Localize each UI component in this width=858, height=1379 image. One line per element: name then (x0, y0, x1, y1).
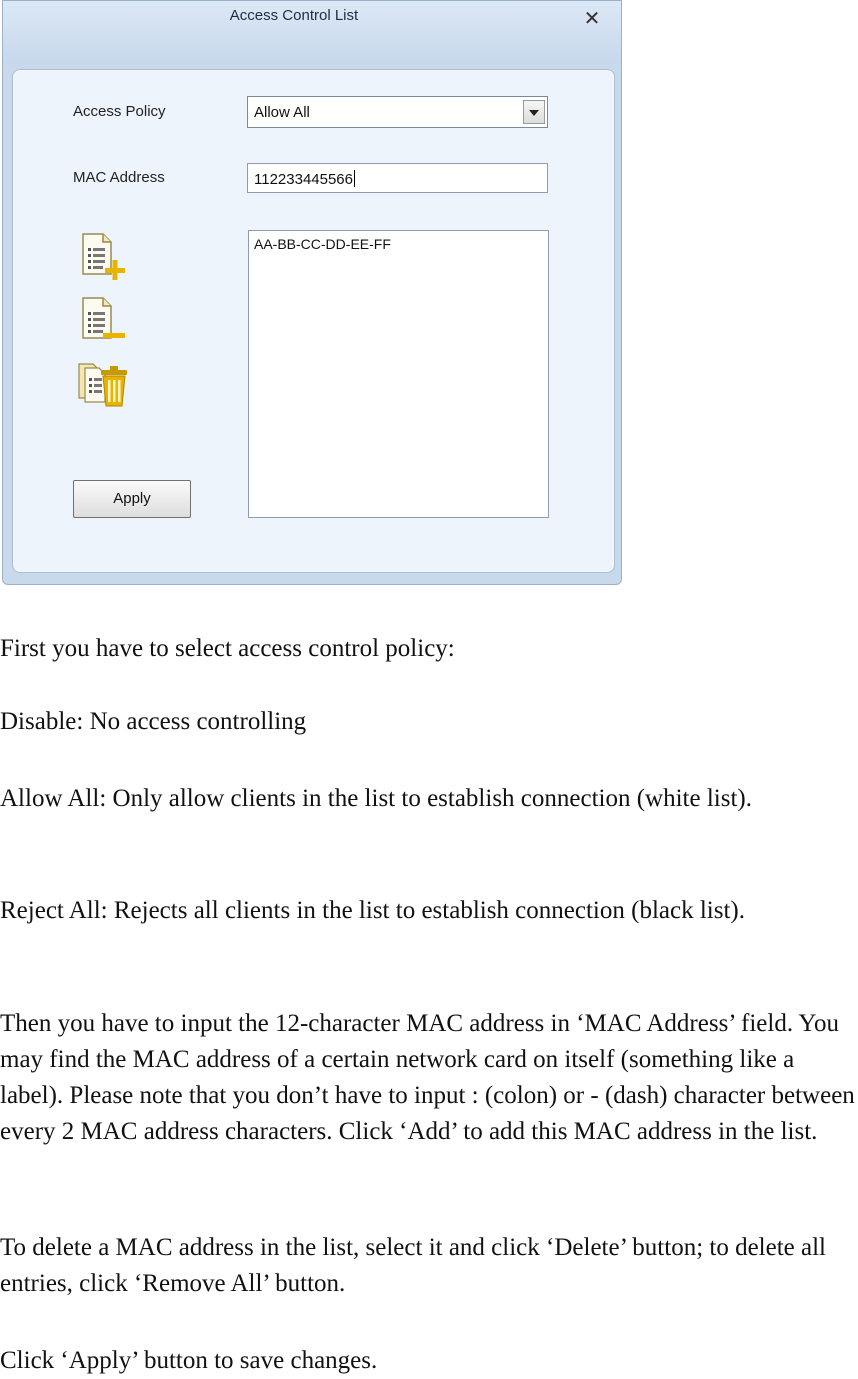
list-item[interactable]: AA-BB-CC-DD-EE-FF (254, 236, 391, 252)
doc-paragraph-2: Disable: No access controlling (0, 708, 307, 735)
doc-paragraph-7: Click ‘Apply’ button to save changes. (0, 1347, 378, 1374)
doc-paragraph-6: To delete a MAC address in the list, select it and click ‘Delete’ button; to delete all entries, click ‘Remove All’ button. (0, 1234, 827, 1297)
close-button[interactable]: ✕ (583, 6, 601, 30)
apply-button[interactable]: Apply (73, 480, 191, 518)
mac-address-value: 112233445566 (254, 171, 353, 188)
delete-entry-icon[interactable] (77, 294, 127, 344)
access-policy-value: Allow All (254, 104, 310, 121)
mac-address-list[interactable] (248, 230, 549, 518)
doc-paragraph-4: Reject All: Rejects all clients in the list to establish connection (black list). (0, 897, 745, 924)
mac-address-input[interactable] (247, 163, 548, 193)
dropdown-arrow-icon[interactable] (523, 100, 545, 124)
doc-paragraph-3: Allow All: Only allow clients in the list to establish connection (white list). (0, 785, 752, 812)
remove-all-icon[interactable] (77, 360, 127, 410)
dialog-title: Access Control List (229, 7, 359, 24)
access-policy-select[interactable] (247, 96, 548, 128)
text-caret (354, 170, 355, 187)
doc-paragraph-5: Then you have to input the 12-character MAC address in ‘MAC Address’ field. You may find the MAC address of a certain network card on itself (something like a label). Please note that you don’t have to input : (colon) or - (dash) character between every 2 MAC address characters. Click ‘Add’ to add this MAC address in the list. (0, 1010, 855, 1145)
title-bar (3, 1, 621, 63)
doc-paragraph-1: First you have to select access control policy: (0, 635, 455, 662)
access-policy-label: Access Policy (73, 103, 166, 120)
add-entry-icon[interactable] (77, 230, 127, 280)
mac-address-label: MAC Address (73, 169, 165, 186)
